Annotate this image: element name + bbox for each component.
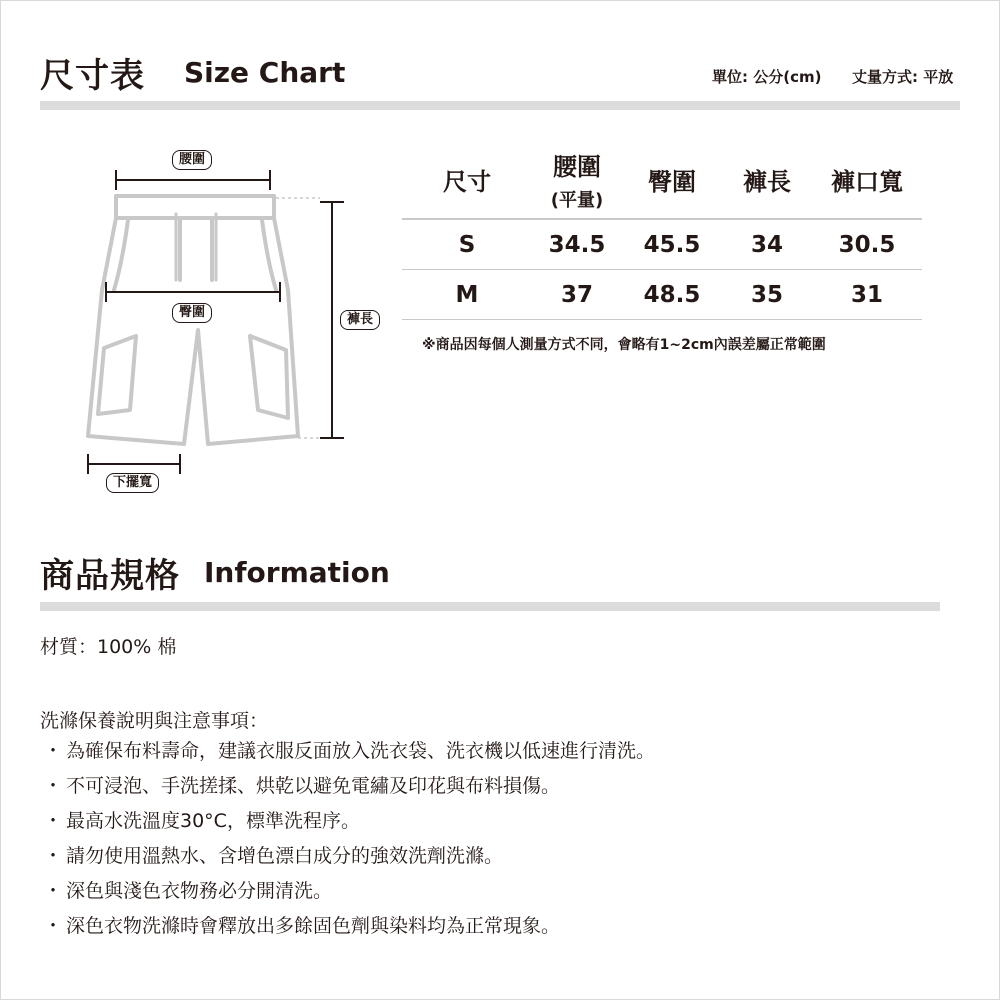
bullet-dot: ・ xyxy=(43,810,63,832)
list-item: ・ 深色與淺色衣物務必分開清洗。 xyxy=(40,877,655,912)
size-chart-title: 尺寸表 xyxy=(40,56,145,96)
information-subtitle: Information xyxy=(204,556,390,589)
col-hem-width: 褲口寬 xyxy=(812,140,922,219)
waist-tag: 腰圍 xyxy=(172,150,212,170)
hem-measure-line xyxy=(88,454,180,474)
bullet-dot: ・ xyxy=(43,845,63,867)
size-chart-subtitle: Size Chart xyxy=(184,56,346,89)
col-waist: 腰圍 (平量) xyxy=(532,140,622,219)
cell-length: 35 xyxy=(722,270,812,320)
list-item: ・ 不可浸泡、手洗搓揉、烘乾以避免電繡及印花與布料損傷。 xyxy=(40,772,655,807)
bullet-dot: ・ xyxy=(43,775,63,797)
hip-tag: 臀圍 xyxy=(172,303,212,323)
material-text: 材質：100% 棉 xyxy=(40,636,177,658)
table-row xyxy=(402,219,922,270)
cell-hip: 48.5 xyxy=(622,270,722,320)
col-hip: 臀圍 xyxy=(622,140,722,219)
size-table-header xyxy=(402,140,922,219)
cell-size: S xyxy=(402,219,532,270)
cell-hip: 45.5 xyxy=(622,219,722,270)
length-guide-lines xyxy=(276,198,320,438)
cell-length: 34 xyxy=(722,219,812,270)
size-table xyxy=(402,140,922,320)
table-row xyxy=(402,270,922,320)
information-divider xyxy=(40,602,940,611)
cell-hem-width: 31 xyxy=(812,270,922,320)
measure-method-label: 丈量方式: 平放 xyxy=(852,68,954,86)
list-item: ・ 深色衣物洗滌時會釋放出多餘固色劑與染料均為正常現象。 xyxy=(40,912,655,947)
list-item: ・ 最高水洗溫度30°C，標準洗程序。 xyxy=(40,807,655,842)
cell-waist: 37 xyxy=(532,270,622,320)
size-note: ※商品因每個人測量方式不同，會略有1~2cm內誤差屬正常範圍 xyxy=(422,337,826,353)
col-length: 褲長 xyxy=(722,140,812,219)
bullet-dot: ・ xyxy=(43,880,63,902)
cell-hem-width: 30.5 xyxy=(812,219,922,270)
list-item: ・ 為確保布料壽命，建議衣服反面放入洗衣袋、洗衣機以低速進行清洗。 xyxy=(40,737,655,772)
information-title: 商品規格 xyxy=(40,556,180,596)
bullet-dot: ・ xyxy=(43,915,63,937)
unit-label: 單位: 公分(cm) xyxy=(712,68,822,86)
hip-measure-line xyxy=(106,282,280,302)
list-item: ・ 請勿使用溫熱水、含增色漂白成分的強效洗劑洗滌。 xyxy=(40,842,655,877)
care-title: 洗滌保養說明與注意事項： xyxy=(40,710,269,732)
cell-waist: 34.5 xyxy=(532,219,622,270)
care-list xyxy=(40,737,655,947)
col-size: 尺寸 xyxy=(402,140,532,219)
cell-size: M xyxy=(402,270,532,320)
size-chart-divider xyxy=(40,101,960,110)
waist-measure-line xyxy=(116,170,270,190)
hem-tag: 下擺寬 xyxy=(106,473,159,493)
bullet-dot: ・ xyxy=(43,740,63,762)
length-tag: 褲長 xyxy=(340,310,380,330)
